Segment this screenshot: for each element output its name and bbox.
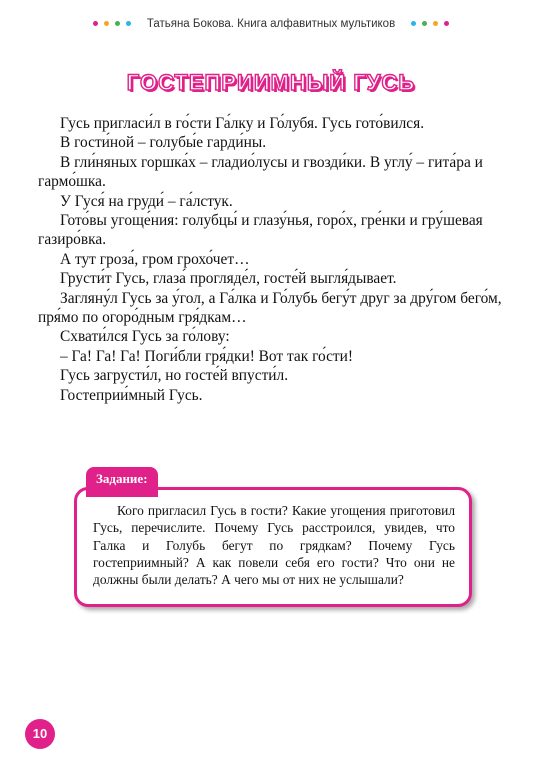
story-paragraph: В гли́няных горшка́х – гладио́лусы и гвозди́ки. В углу́ – гита́ра и гармо́шка. — [38, 153, 483, 191]
story-paragraph: Грусти́т Гусь, глаза́ прогляде́л, госте́й выгля́дывает. — [60, 270, 397, 288]
decor-dot — [444, 21, 449, 26]
story-paragraph: Гото́вы угоще́ния: голубцы́ и глазу́нья, горо́х, гре́нки и гру́шевая газиро́вка. — [38, 212, 483, 249]
decor-dot — [433, 21, 438, 26]
header-text: Татьяна Бокова. Книга алфавитных мультиков — [146, 18, 396, 31]
header-dots-right — [408, 18, 452, 30]
decor-dot — [411, 21, 416, 26]
story-paragraph: А тут гроза́, гром грохо́чет… — [60, 250, 250, 268]
story-paragraph: Гусь пригласи́л в го́сти Га́лку и Го́лубя. Гусь гото́вился. — [60, 115, 425, 132]
task-label: Задание: — [86, 467, 158, 497]
story-paragraph: Схвати́лся Гусь за го́лову: — [60, 328, 230, 346]
decor-dot — [126, 21, 131, 26]
header-dots-left — [90, 18, 134, 30]
task-text: Кого пригласил Гусь в гости? Какие угощения приготовил Гусь, перечислите. Почему Гусь расстроился, увидев, что Галка и Голубь бегут по грядкам? Почему Гусь гостеприимный? А как повели себя его гости? Что они не должны были делать? А чего мы от них не услышали? — [93, 503, 455, 588]
story-paragraph: В гости́ной – голубы́е гарди́ны. — [60, 134, 267, 152]
decor-dot — [93, 21, 98, 26]
decor-dot — [115, 21, 120, 26]
decor-dot — [104, 21, 109, 26]
page-title: ГОСТЕПРИИМНЫЙ ГУСЬ — [126, 70, 416, 95]
decor-dot — [422, 21, 427, 26]
running-header — [0, 18, 542, 30]
task-box — [74, 487, 472, 607]
story-paragraph: Гусь загрусти́л, но госте́й впусти́л. — [60, 367, 289, 385]
story-paragraph: Гостеприи́мный Гусь. — [60, 386, 203, 404]
page-number: 10 — [25, 719, 55, 749]
story-paragraph: – Га! Га! Га! Поги́бли гря́дки! Вот так го́сти! — [60, 347, 353, 365]
story-paragraph: Загляну́л Гусь за у́гол, а Га́лка и Го́лубь бегу́т друг за дру́гом бего́м, пря́мо по огоро́дным гря́дкам… — [38, 289, 502, 327]
story-paragraph: У Гуся́ на груди́ – га́лстук. — [60, 192, 233, 210]
story-text — [38, 114, 508, 405]
